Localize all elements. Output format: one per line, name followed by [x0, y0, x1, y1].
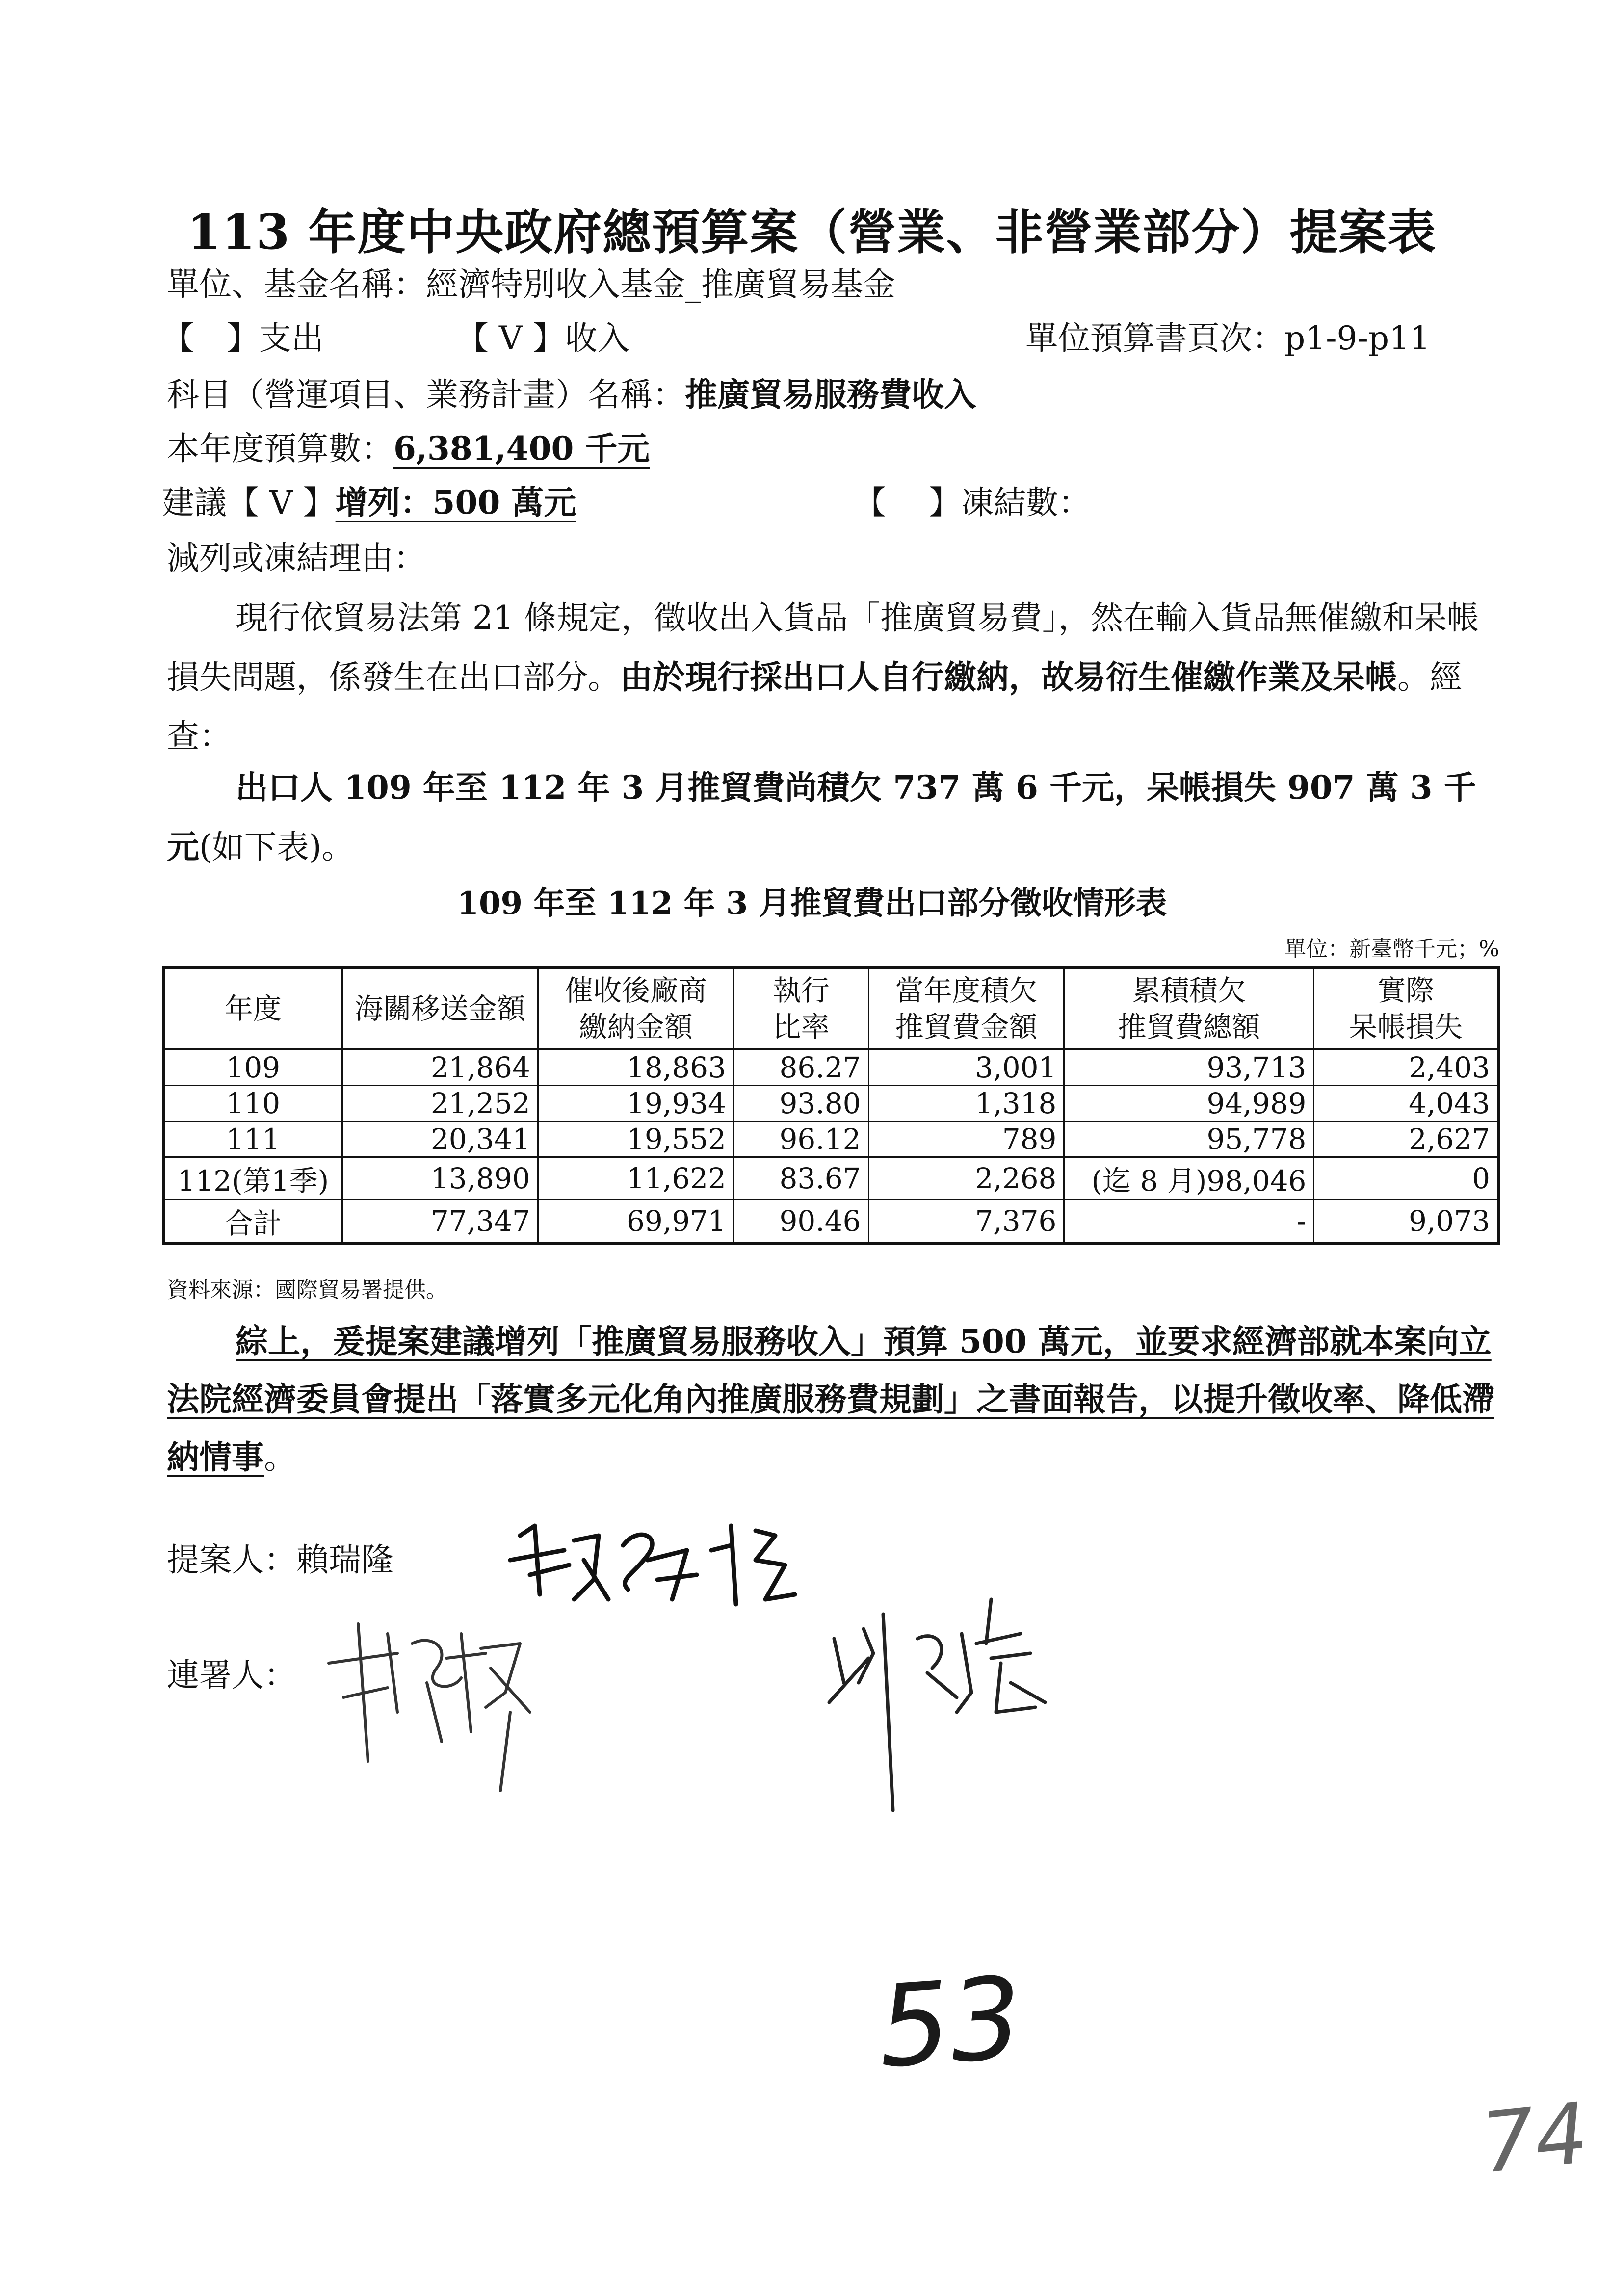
cell-baddebt: 9,073	[1314, 1200, 1498, 1244]
budget-line	[167, 429, 650, 468]
cell-rate: 90.46	[733, 1200, 868, 1244]
cell-arrears: 1,318	[868, 1086, 1064, 1122]
income-checkbox: 【 V 】收入	[456, 319, 630, 357]
cell-arrears: 789	[868, 1122, 1064, 1157]
header-arrears: 當年度積欠 推貿費金額	[868, 968, 1064, 1049]
table-row	[163, 1049, 1498, 1086]
cell-baddebt: 0	[1314, 1157, 1498, 1200]
reason-emphasis: 由於現行採出口人自行繳納，故易衍生催繳作業及呆帳	[620, 658, 1397, 696]
table-row	[163, 1122, 1498, 1157]
cell-rate: 86.27	[733, 1049, 868, 1086]
header-customs: 海關移送金額	[342, 968, 538, 1049]
cell-arrears: 3,001	[868, 1049, 1064, 1086]
suggest-value: 增列：500 萬元	[335, 483, 576, 522]
cell-paid: 11,622	[538, 1157, 733, 1200]
table-row	[163, 1086, 1498, 1122]
cell-customs: 20,341	[342, 1122, 538, 1157]
table-header-row	[163, 968, 1498, 1049]
page-reference: 單位預算書頁次：p1-9-p11	[1025, 319, 1431, 357]
table-title: 109 年至 112 年 3 月推貿費出口部分徵收情形表	[457, 885, 1167, 922]
cell-arrears: 7,376	[868, 1200, 1064, 1244]
cell-paid: 19,552	[538, 1122, 733, 1157]
header-paid: 催收後廠商 繳納金額	[538, 968, 733, 1049]
cell-baddebt: 2,627	[1314, 1122, 1498, 1157]
cell-customs: 77,347	[342, 1200, 538, 1244]
cell-cumulative: -	[1064, 1200, 1314, 1244]
header-rate: 執行 比率	[733, 968, 868, 1049]
table-row	[163, 1157, 1498, 1200]
cell-cumulative: 93,713	[1064, 1049, 1314, 1086]
reason-label: 減列或凍結理由：	[167, 539, 426, 577]
subject-label: 科目（營運項目、業務計畫）名稱：	[167, 376, 685, 414]
cosigner-signature-2	[814, 1585, 1070, 1820]
cell-baddebt: 4,043	[1314, 1086, 1498, 1122]
unit-fund-name: 單位、基金名稱：經濟特別收入基金_推廣貿易基金	[167, 265, 895, 303]
reason-end: 。經查：	[167, 658, 1462, 755]
table-unit: 單位：新臺幣千元；%	[1284, 937, 1499, 962]
cell-rate: 96.12	[733, 1122, 868, 1157]
budget-value: 6,381,400 千元	[393, 429, 650, 468]
proposer-label: 提案人：賴瑞隆	[167, 1541, 393, 1579]
data-source: 資料來源：國際貿易署提供。	[167, 1278, 447, 1303]
cell-rate: 83.67	[733, 1157, 868, 1200]
proposer-signature	[500, 1506, 805, 1619]
arrears-end: (如下表)。	[199, 828, 354, 866]
suggest-label: 建議【 V 】	[162, 484, 336, 522]
subject-line	[167, 375, 976, 414]
expense-checkbox: 【 】支出	[162, 319, 324, 357]
cell-arrears: 2,268	[868, 1157, 1064, 1200]
cell-year: 合計	[163, 1200, 342, 1244]
header-year: 年度	[163, 968, 342, 1049]
cell-cumulative: 94,989	[1064, 1086, 1314, 1122]
cell-paid: 18,863	[538, 1049, 733, 1086]
reason-paragraph-2	[167, 758, 1501, 877]
budget-label: 本年度預算數：	[167, 430, 393, 468]
document-title: 113 年度中央政府總預算案（營業、非營業部分）提案表	[187, 204, 1437, 261]
cell-cumulative: (迄 8 月)98,046	[1064, 1157, 1314, 1200]
summary-paragraph	[167, 1312, 1501, 1487]
header-baddebt: 實際 呆帳損失	[1314, 968, 1498, 1049]
collection-table	[162, 966, 1500, 1245]
freeze-label: 【 】凍結數：	[854, 484, 1091, 522]
cosigner-signature-1	[324, 1614, 550, 1800]
summary-end: 。	[264, 1438, 296, 1476]
reason-paragraph-1	[167, 589, 1501, 766]
reason-text: 現行依貿易法第 21 條規定，徵收出入貨品「推廣貿易費」，然在輸入貨品無催繳和呆帳損失問題，係發生在出口部分。	[167, 599, 1479, 696]
cell-customs: 21,252	[342, 1086, 538, 1122]
cell-paid: 69,971	[538, 1200, 733, 1244]
cell-baddebt: 2,403	[1314, 1049, 1498, 1086]
cell-year: 110	[163, 1086, 342, 1122]
handwritten-page-number: 53	[874, 1953, 1026, 2093]
cell-year: 109	[163, 1049, 342, 1086]
subject-value: 推廣貿易服務費收入	[685, 375, 976, 414]
cosigner-label: 連署人：	[167, 1656, 296, 1694]
cell-rate: 93.80	[733, 1086, 868, 1122]
summary-text: 綜上，爰提案建議增列「推廣貿易服務收入」預算 500 萬元，並要求經濟部就本案向立法院經濟委員會提出「落實多元化角內推廣服務費規劃」之書面報告，以提升徵收率、降低滯納情事	[167, 1322, 1494, 1476]
header-cumulative: 累積積欠 推貿費總額	[1064, 968, 1314, 1049]
cell-customs: 21,864	[342, 1049, 538, 1086]
arrears-statement: 出口人 109 年至 112 年 3 月推貿費尚積欠 737 萬 6 千元，呆帳損失 907 萬 3 千元	[167, 768, 1476, 866]
cell-cumulative: 95,778	[1064, 1122, 1314, 1157]
cell-customs: 13,890	[342, 1157, 538, 1200]
cell-year: 112(第1季)	[163, 1157, 342, 1200]
cell-year: 111	[163, 1122, 342, 1157]
suggestion-line	[162, 483, 615, 522]
table-total-row	[163, 1200, 1498, 1244]
handwritten-corner-number: 74	[1477, 2085, 1593, 2192]
cell-paid: 19,934	[538, 1086, 733, 1122]
